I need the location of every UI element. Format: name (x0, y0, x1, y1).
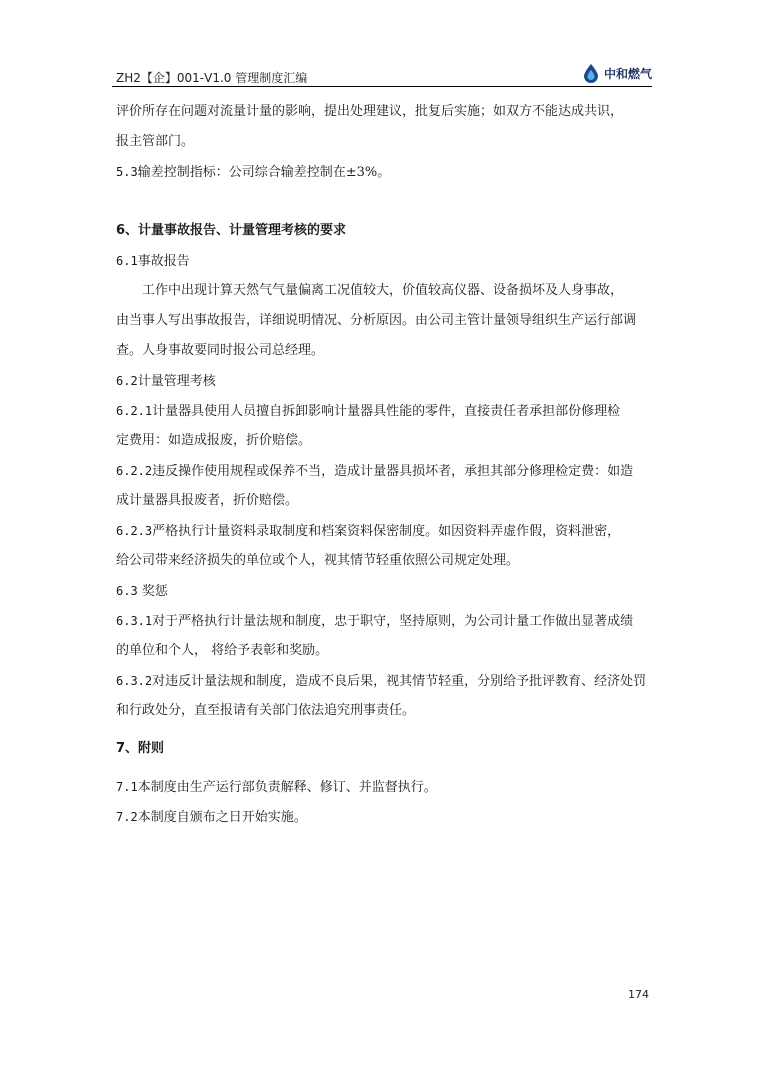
clause-6-2: 6.2计量管理考核 (116, 374, 216, 389)
clause-number: 6.2.3 (116, 524, 153, 538)
document-code: ZH2【企】001-V1.0 管理制度汇编 (116, 71, 308, 85)
clause-6-2-2: 6.2.2违反操作使用规程或保养不当，造成计量器具损坏者，承担其部分修理检定费：如造 (116, 464, 634, 479)
page-header (112, 60, 652, 86)
header-rule (112, 86, 652, 87)
logo-text: 中和燃气 (603, 66, 652, 81)
clause-number: 7.2 (116, 810, 138, 824)
clause-6-3: 6.3 奖惩 (116, 584, 168, 599)
clause-6-1: 6.1事故报告 (116, 254, 190, 269)
paragraph-line: 定费用：如造成报废，折价赔偿。 (116, 433, 312, 448)
section-heading-6: 6、计量事故报告、计量管理考核的要求 (116, 223, 347, 238)
document-body (116, 97, 646, 832)
clause-6-3-1: 6.3.1对于严格执行计量法规和制度，忠于职守，坚持原则，为公司计量工作做出显著成绩 (116, 614, 634, 629)
paragraph-line: 报主管部门。 (116, 134, 195, 149)
clause-7-1: 7.1本制度由生产运行部负责解释、修订、并监督执行。 (116, 780, 437, 795)
company-logo (581, 62, 652, 84)
paragraph-line: 查。人身事故要同时报公司总经理。 (116, 343, 325, 358)
paragraph-line: 工作中出现计算天然气气量偏离工况值较大，价值较高仪器、设备损坏及人身事故， (142, 283, 624, 298)
clause-number: 6.3.2 (116, 674, 153, 688)
clause-number: 6.1 (116, 254, 138, 268)
paragraph-line: 评价所存在问题对流量计量的影响，提出处理建议，批复后实施；如双方不能达成共识， (116, 104, 624, 119)
clause-6-2-1: 6.2.1计量器具使用人员擅自拆卸影响计量器具性能的零件，直接责任者承担部份修理检 (116, 404, 621, 419)
section-heading-7: 7、附则 (116, 741, 165, 756)
clause-6-3-2: 6.3.2对违反计量法规和制度，造成不良后果，视其情节轻重，分别给予批评教育、经济处罚 (116, 674, 646, 689)
clause-number: 6.2.2 (116, 464, 153, 478)
clause-number: 7.1 (116, 780, 138, 794)
paragraph-line: 和行政处分，直至报请有关部门依法追究刑事责任。 (116, 703, 416, 718)
clause-number: 6.3.1 (116, 614, 153, 628)
clause-number: 6.2.1 (116, 404, 153, 418)
clause-6-2-3: 6.2.3严格执行计量资料录取制度和档案资料保密制度。如因资料弄虚作假，资料泄密， (116, 524, 621, 539)
clause-5-3: 5.3输差控制指标：公司综合输差控制在±3%。 (116, 165, 391, 180)
paragraph-line: 给公司带来经济损失的单位或个人，视其情节轻重依照公司规定处理。 (116, 553, 520, 568)
paragraph-line: 成计量器具报废者，折价赔偿。 (116, 493, 299, 508)
clause-number: 6.2 (116, 374, 138, 388)
clause-number: 5.3 (116, 165, 138, 179)
paragraph-line: 由当事人写出事故报告，详细说明情况、分析原因。由公司主管计量领导组织生产运行部调 (116, 313, 637, 328)
paragraph-line: 的单位和个人， 将给予表彰和奖励。 (116, 643, 329, 658)
clause-number: 6.3 (116, 584, 138, 598)
page-number: 174 (628, 988, 649, 1001)
flame-drop-icon (581, 63, 601, 83)
clause-7-2: 7.2本制度自颁布之日开始实施。 (116, 810, 307, 825)
